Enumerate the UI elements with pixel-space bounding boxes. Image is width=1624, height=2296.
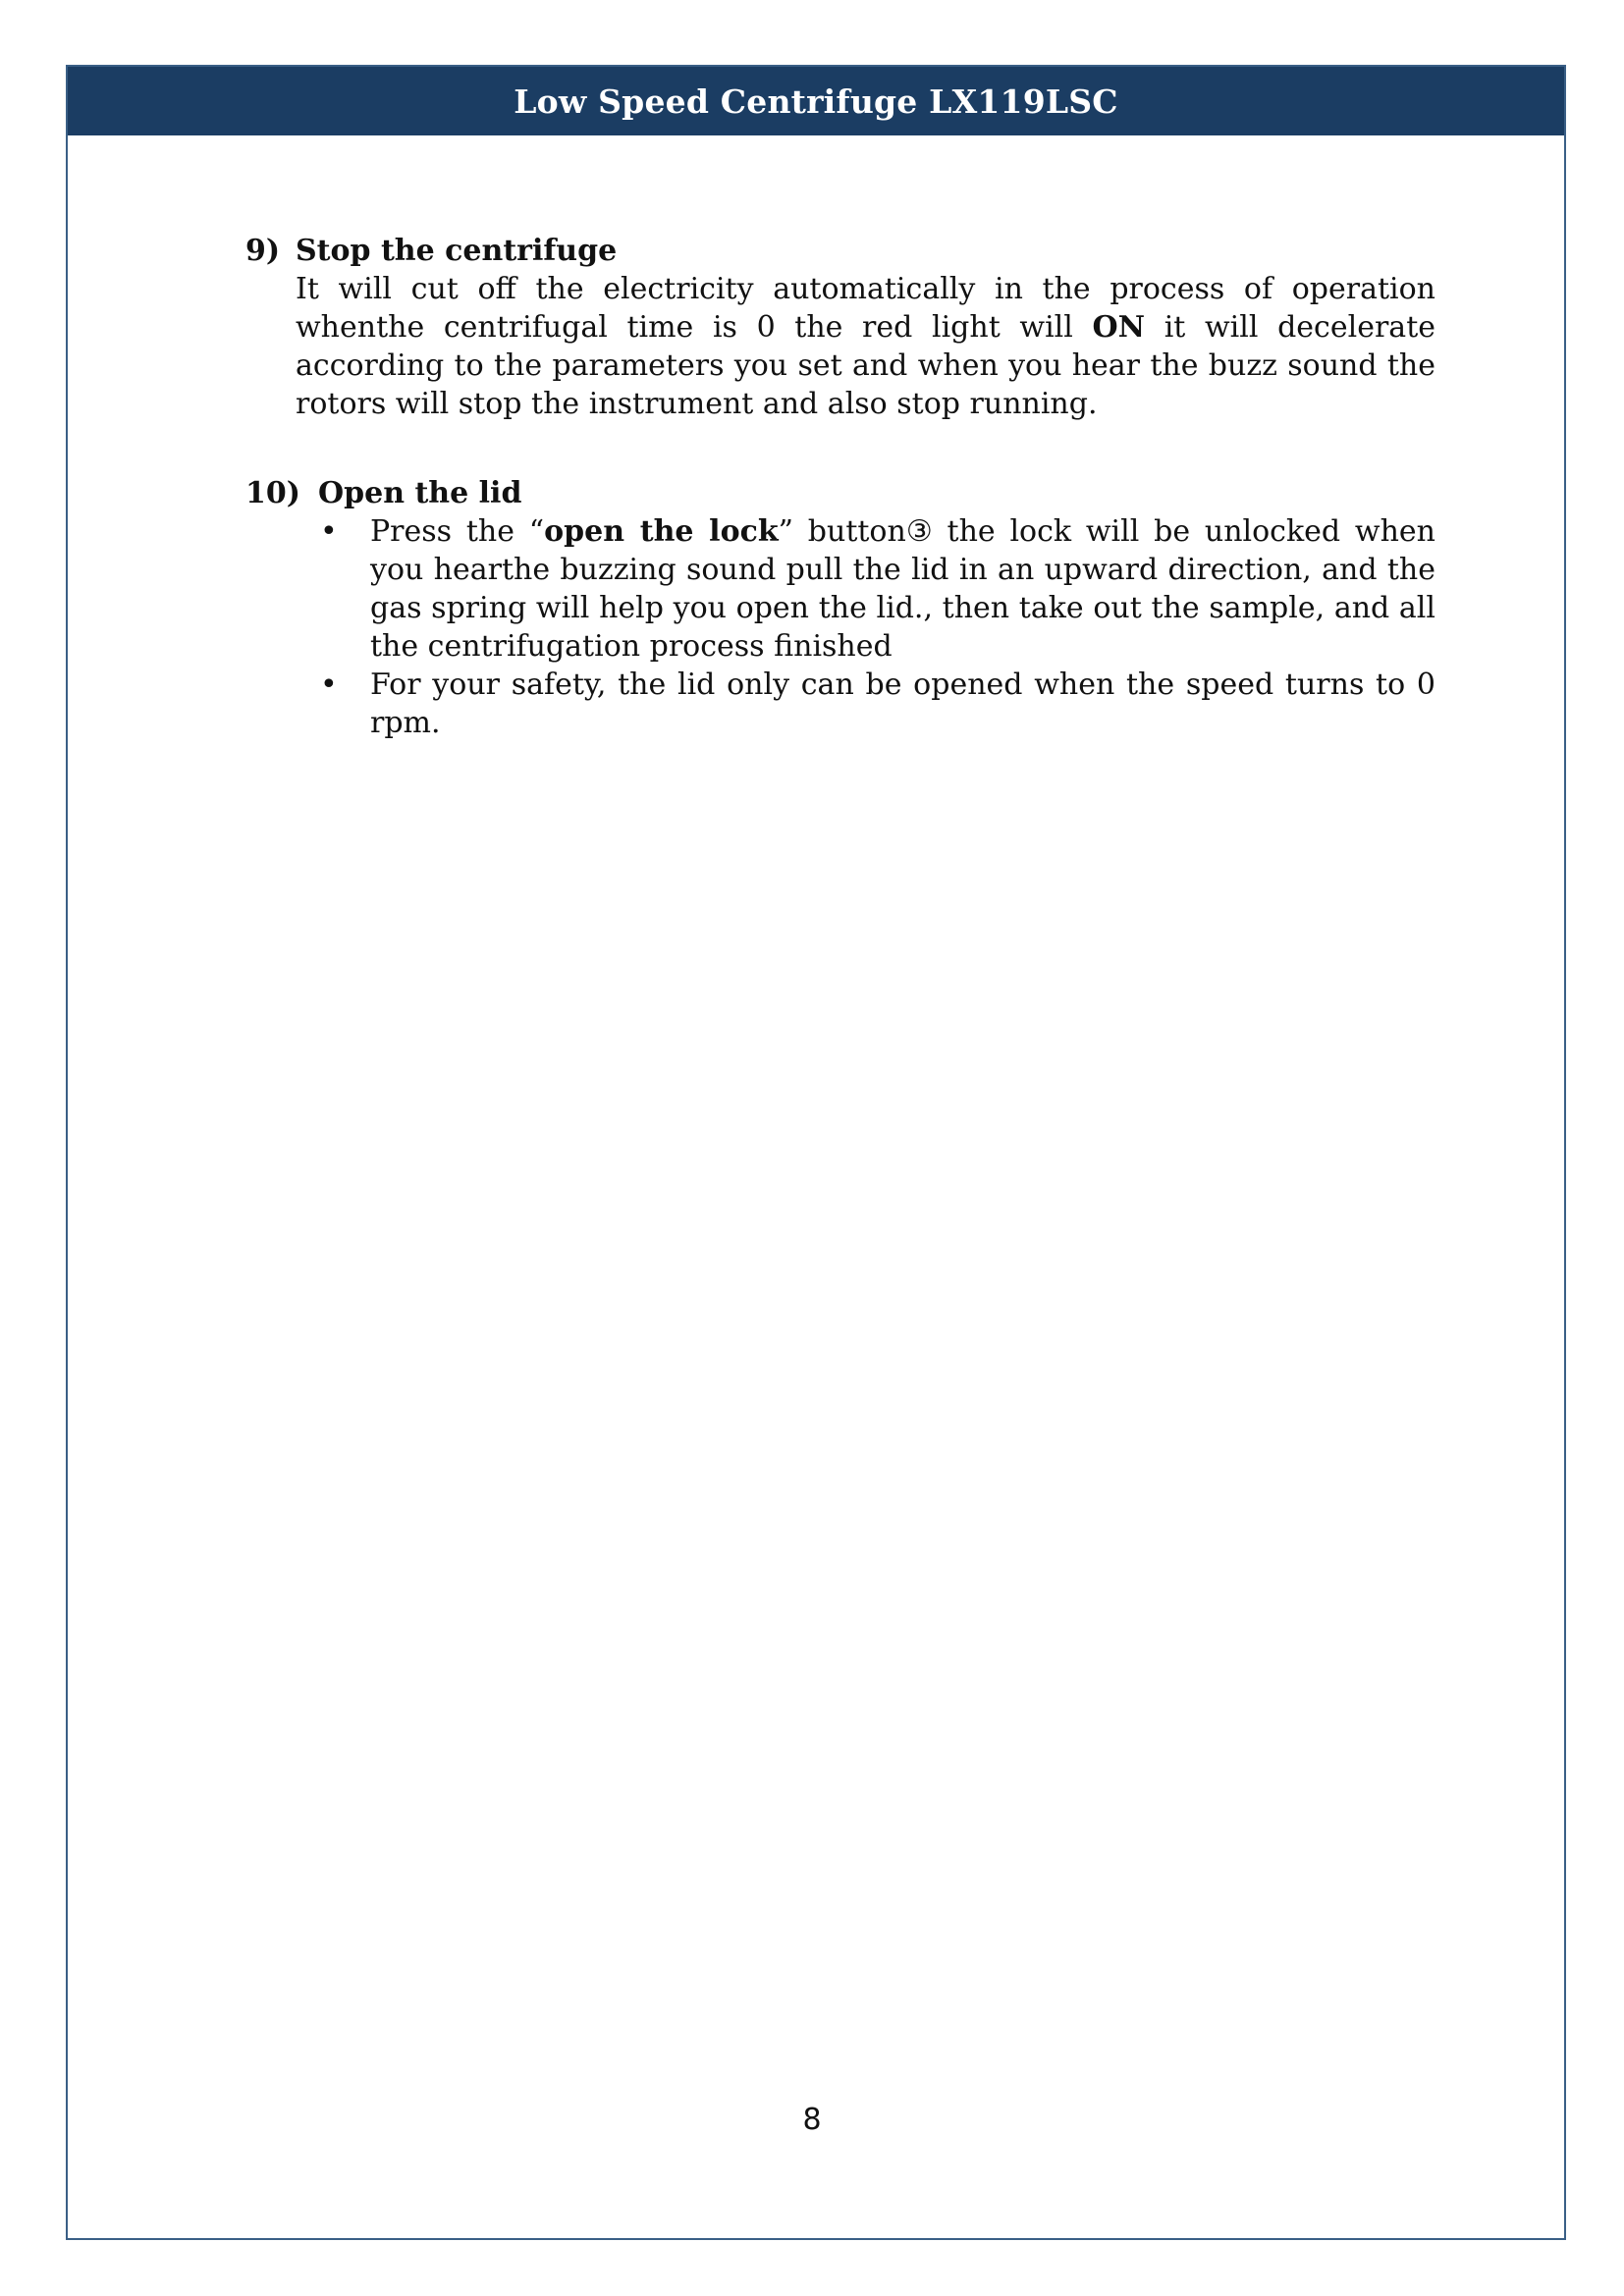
paragraph-bold-text: ON <box>1092 310 1146 345</box>
circled-number-three-icon: ③ <box>905 514 933 549</box>
section-title: Open the lid <box>318 476 522 510</box>
bullet-text: the lock will be unlocked when you hearthe buzzing sound pull the lid in an upward direction, and the gas spring will help you open the lid., then take out the sample, and all the centrifugation process finished <box>370 514 1435 664</box>
page-number: 8 <box>802 2103 822 2137</box>
section-title: Stop the centrifuge <box>296 234 618 268</box>
main-content <box>245 232 1435 742</box>
header-bar <box>68 67 1564 135</box>
bullet-text: ” button <box>778 514 906 549</box>
section-stop-centrifuge <box>245 232 1435 423</box>
bullet-list <box>320 512 1435 742</box>
section-number: 10) <box>245 476 300 510</box>
document-title: Low Speed Centrifuge LX119LSC <box>514 81 1118 121</box>
section-open-lid <box>245 474 1435 742</box>
paragraph-text: it will decelerate according to the parameters you set and when you hear the buzz sound the rotors will stop the instrument and also stop running. <box>296 310 1435 421</box>
section-heading <box>245 232 1435 270</box>
bullet-bold-text: open the lock <box>544 514 779 549</box>
section-paragraph <box>296 270 1435 423</box>
section-heading <box>245 474 1435 512</box>
list-item <box>320 666 1435 742</box>
bullet-icon: • <box>320 514 338 549</box>
section-number: 9) <box>245 234 281 268</box>
paragraph-text: It will cut off the electricity automatically in the process of operation whenthe centrifugal time is 0 the red light will <box>296 272 1435 345</box>
bullet-icon: • <box>320 667 338 702</box>
list-item <box>320 512 1435 666</box>
bullet-text: Press the “ <box>370 514 545 549</box>
bullet-text: For your safety, the lid only can be opened when the speed turns to 0 rpm. <box>370 667 1435 740</box>
